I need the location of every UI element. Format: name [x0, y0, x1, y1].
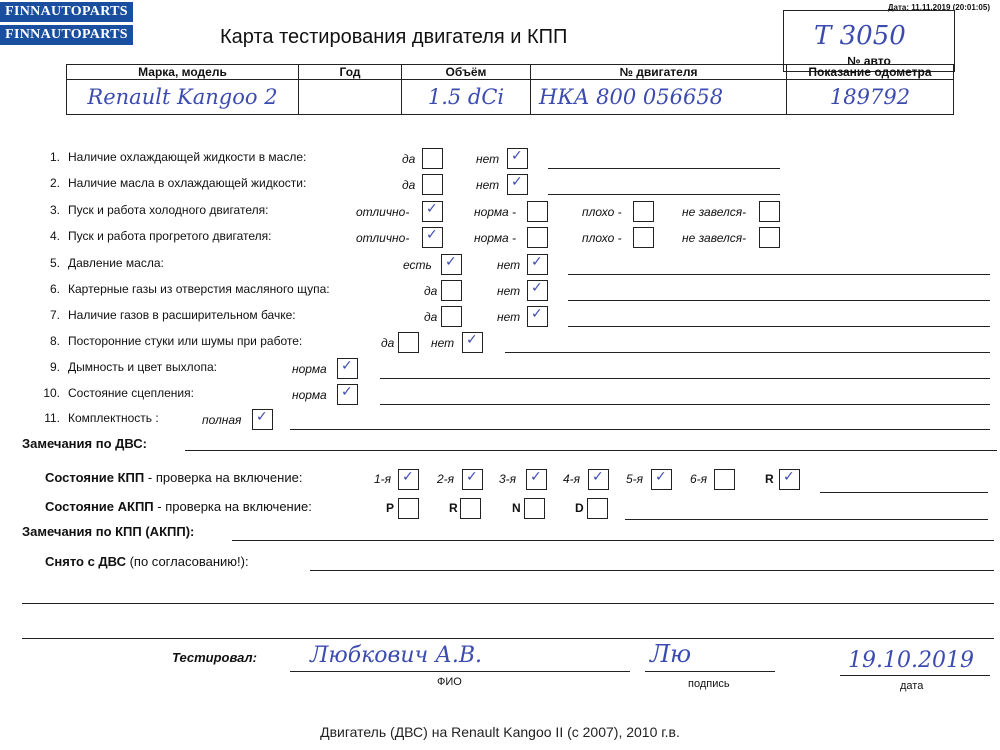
option-checkbox[interactable] [759, 227, 780, 248]
tester-name: Любкович А.В. [310, 643, 483, 668]
check-mark-icon: ✓ [531, 254, 543, 270]
print-date: Дата: 11.11.2019 (20:01:05) [887, 3, 990, 12]
signature-mark: Лю [650, 640, 692, 668]
option-checkbox[interactable] [527, 227, 548, 248]
check-mark-icon: ✓ [256, 409, 268, 425]
engine-number-value: НКА 800 056658 [531, 80, 787, 115]
option-checkbox[interactable] [462, 332, 483, 353]
question-note-line[interactable] [548, 194, 780, 195]
check-mark-icon: ✓ [426, 201, 438, 217]
auto-number-box [783, 10, 955, 72]
question-text: Картерные газы из отверстия масляного щупа: [68, 282, 330, 296]
question-text: Наличие масла в охлаждающей жидкости: [68, 176, 307, 190]
check-mark-icon: ✓ [592, 469, 604, 485]
kpp-suffix: - проверка на включение: [147, 470, 303, 485]
check-mark-icon: ✓ [466, 332, 478, 348]
option-checkbox[interactable] [441, 254, 462, 275]
check-mark-icon: ✓ [511, 148, 523, 164]
option-checkbox[interactable] [633, 201, 654, 222]
question-number: 8. [49, 334, 60, 348]
option-checkbox[interactable] [398, 332, 419, 353]
question-note-line[interactable] [568, 326, 990, 327]
option-label: не завелся- [682, 231, 747, 245]
vehicle-info-table [66, 64, 954, 115]
question-note-line[interactable] [568, 300, 990, 301]
option-checkbox[interactable] [527, 280, 548, 301]
question-text: Пуск и работа холодного двигателя: [68, 203, 269, 217]
date-caption: дата [900, 680, 924, 692]
kpp-gear-label: 6-я [690, 472, 708, 486]
question-text: Давление масла: [68, 256, 164, 270]
kpp-gear-label: 3-я [499, 472, 517, 486]
option-label: отлично- [356, 205, 410, 219]
kpp-gear-label: 4-я [563, 472, 581, 486]
akpp-note-line[interactable] [625, 519, 988, 520]
kpp-gear-label: 2-я [437, 472, 455, 486]
akpp-gear-checkbox[interactable] [460, 498, 481, 519]
option-label: плохо - [582, 205, 622, 219]
check-mark-icon: ✓ [783, 469, 795, 485]
question-number: 3. [49, 203, 60, 217]
col-engine: № двигателя [531, 65, 787, 80]
check-mark-icon: ✓ [530, 469, 542, 485]
option-label: да [402, 178, 416, 192]
check-mark-icon: ✓ [531, 280, 543, 296]
signature-line[interactable] [645, 671, 775, 672]
check-mark-icon: ✓ [341, 358, 353, 374]
page-caption: Двигатель (ДВС) на Renault Kangoo II (с 2007), 2010 г.в. [320, 724, 680, 740]
date-line[interactable] [840, 675, 990, 676]
option-checkbox[interactable] [337, 358, 358, 379]
akpp-gear-checkbox[interactable] [398, 498, 419, 519]
question-note-line[interactable] [568, 274, 990, 275]
year-value [299, 80, 402, 115]
option-checkbox[interactable] [759, 201, 780, 222]
option-label: норма [292, 388, 327, 402]
removed-suffix: (по согласованию!): [129, 554, 249, 569]
option-checkbox[interactable] [422, 201, 443, 222]
remarks-engine-line[interactable] [185, 450, 997, 451]
question-note-line[interactable] [505, 352, 990, 353]
auto-number-label: № авто [847, 54, 891, 68]
col-volume: Объём [402, 65, 531, 80]
akpp-row-label [45, 499, 312, 514]
kpp-gear-checkbox[interactable] [462, 469, 483, 490]
option-label: да [402, 152, 416, 166]
option-label: полная [202, 413, 242, 427]
option-label: нет [497, 284, 521, 298]
option-label: нет [431, 336, 455, 350]
question-number: 1. [49, 150, 60, 164]
check-mark-icon: ✓ [466, 469, 478, 485]
question-number: 4. [49, 229, 60, 243]
akpp-gear-label: N [512, 501, 521, 515]
kpp-gear-checkbox[interactable] [651, 469, 672, 490]
option-label: нет [476, 152, 500, 166]
option-label: есть [403, 258, 432, 272]
tested-by-label: Тестировал: [172, 650, 257, 665]
kpp-gear-label: 1-я [374, 472, 392, 486]
kpp-gear-label: 5-я [626, 472, 644, 486]
option-checkbox[interactable] [507, 148, 528, 169]
option-label: не завелся- [682, 205, 747, 219]
option-checkbox[interactable] [527, 201, 548, 222]
col-year: Год [299, 65, 402, 80]
akpp-gear-checkbox[interactable] [587, 498, 608, 519]
question-number: 7. [49, 308, 60, 322]
name-caption: ФИО [437, 676, 462, 688]
notes-line-2[interactable] [22, 638, 994, 639]
question-number: 9. [49, 360, 60, 374]
question-text: Наличие охлаждающей жидкости в масле: [68, 150, 307, 164]
question-text: Комплектность : [68, 411, 159, 425]
option-checkbox[interactable] [422, 227, 443, 248]
question-number: 11. [44, 411, 60, 425]
remarks-kpp-label: Замечания по КПП (АКПП): [22, 524, 195, 539]
name-line[interactable] [290, 671, 630, 672]
check-mark-icon: ✓ [655, 469, 667, 485]
option-checkbox[interactable] [633, 227, 654, 248]
col-odometer: Показание одометра [787, 65, 954, 80]
kpp-gear-checkbox[interactable] [526, 469, 547, 490]
option-label: нет [476, 178, 500, 192]
signature-caption: подпись [688, 678, 730, 690]
question-text: Пуск и работа прогретого двигателя: [68, 229, 272, 243]
akpp-gear-label: R [449, 501, 458, 515]
kpp-note-line[interactable] [820, 492, 988, 493]
option-checkbox[interactable] [337, 384, 358, 405]
question-number: 10. [43, 386, 60, 400]
option-label: да [424, 284, 438, 298]
option-checkbox[interactable] [527, 306, 548, 327]
auto-number-value: Т 3050 [814, 21, 906, 51]
check-mark-icon: ✓ [511, 174, 523, 190]
option-checkbox[interactable] [507, 174, 528, 195]
question-number: 5. [49, 256, 60, 270]
kpp-gear-checkbox[interactable] [779, 469, 800, 490]
question-number: 2. [49, 176, 60, 190]
check-mark-icon: ✓ [341, 384, 353, 400]
check-mark-icon: ✓ [402, 469, 414, 485]
question-note-line[interactable] [380, 404, 990, 405]
akpp-gear-label: D [575, 501, 584, 515]
option-label: норма - [474, 231, 517, 245]
test-date: 19.10.2019 [848, 648, 974, 673]
question-note-line[interactable] [290, 429, 990, 430]
option-label: нет [497, 310, 521, 324]
option-label: норма [292, 362, 327, 376]
question-text: Наличие газов в расширительном бачке: [68, 308, 296, 322]
check-mark-icon: ✓ [426, 227, 438, 243]
brand-logo-bottom: FINNAUTOPARTS [0, 25, 133, 45]
option-checkbox[interactable] [422, 174, 443, 195]
kpp-label: Состояние КПП [45, 470, 145, 485]
remarks-engine-label: Замечания по ДВС: [22, 436, 147, 451]
removed-label-text: Снято с ДВС [45, 554, 126, 569]
question-note-line[interactable] [548, 168, 780, 169]
option-checkbox[interactable] [441, 306, 462, 327]
option-label: отлично- [356, 231, 410, 245]
option-checkbox[interactable] [527, 254, 548, 275]
question-number: 6. [49, 282, 60, 296]
notes-line-1[interactable] [22, 603, 994, 604]
option-checkbox[interactable] [441, 280, 462, 301]
model-value: Renault Kangoo 2 [67, 80, 299, 115]
removed-label [45, 554, 249, 569]
check-mark-icon: ✓ [445, 254, 457, 270]
check-mark-icon: ✓ [531, 306, 543, 322]
option-label: плохо - [582, 231, 622, 245]
option-label: да [424, 310, 438, 324]
akpp-gear-checkbox[interactable] [524, 498, 545, 519]
option-label: да [381, 336, 395, 350]
kpp-gear-checkbox[interactable] [588, 469, 609, 490]
volume-value: 1.5 dCi [402, 80, 531, 115]
question-note-line[interactable] [380, 378, 990, 379]
remarks-kpp-line[interactable] [232, 540, 994, 541]
kpp-gear-checkbox[interactable] [398, 469, 419, 490]
kpp-row-label [45, 470, 302, 485]
akpp-label: Состояние АКПП [45, 499, 154, 514]
form-title: Карта тестирования двигателя и КПП [220, 26, 568, 48]
option-label: норма - [474, 205, 517, 219]
option-label: нет [497, 258, 521, 272]
odometer-value: 189792 [787, 80, 954, 115]
akpp-gear-label: P [386, 501, 395, 515]
brand-logo-top: FINNAUTOPARTS [0, 2, 133, 22]
option-checkbox[interactable] [252, 409, 273, 430]
removed-line[interactable] [310, 570, 994, 571]
kpp-gear-label: R [765, 472, 774, 486]
kpp-gear-checkbox[interactable] [714, 469, 735, 490]
question-text: Дымность и цвет выхлопа: [68, 360, 217, 374]
option-checkbox[interactable] [422, 148, 443, 169]
question-text: Посторонние стуки или шумы при работе: [68, 334, 303, 348]
akpp-suffix: - проверка на включение: [157, 499, 312, 514]
question-text: Состояние сцепления: [68, 386, 194, 400]
col-model: Марка, модель [67, 65, 299, 80]
